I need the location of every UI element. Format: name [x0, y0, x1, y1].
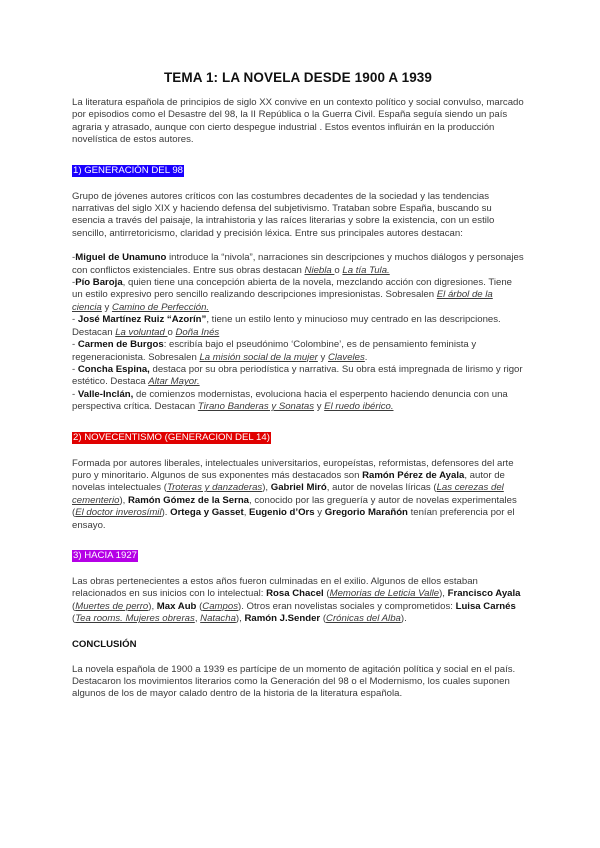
author-name: Ortega y Gasset	[170, 507, 244, 519]
work-title: La voluntad	[115, 326, 168, 338]
author-entry: - José Martínez Ruiz “Azorín”, tiene un estilo lento y minucioso muy centrado en las descripciones. Destacan La voluntad o Doña Inés	[72, 314, 501, 338]
work-title: Natacha	[200, 613, 236, 625]
work-title: Tirano Banderas y Sonatas	[197, 401, 315, 413]
work-title: Muertes de perro	[75, 600, 149, 612]
author-name: Miguel de Unamuno	[75, 252, 167, 264]
author-name: Ramón J.Sender	[244, 613, 321, 625]
author-name: Eugenio d’Ors	[249, 507, 315, 519]
section-heading-novecentismo: 2) NOVECENTISMO (GENERACION DEL 14)	[73, 431, 270, 443]
author-name: Gregorio Marañón	[324, 507, 408, 519]
author-name: Francisco Ayala	[447, 588, 521, 600]
author-entry: -Miguel de Unamuno introduce la “nivola”, narraciones sin descripciones y muchos diálogos y personajes con conflictos existenciales. Entre sus obras destacan Niebla o La tía Tula.	[72, 252, 524, 276]
work-title: Campos	[202, 600, 239, 612]
work-title: Troteras y danzaderas	[166, 482, 263, 494]
work-title: Las cerezas del cementerio	[72, 482, 504, 506]
work-title: Memorias de Leticia Valle	[329, 588, 440, 600]
work-title: La tía Tula.	[342, 264, 390, 276]
work-title: Niebla	[304, 264, 335, 276]
document-page	[72, 70, 524, 701]
author-name: Valle-Inclán,	[77, 388, 134, 400]
section-heading-conclusion: CONCLUSIÓN	[72, 638, 137, 650]
author-name: Ramón Gómez de la Serna	[128, 494, 250, 506]
intro-paragraph: La literatura española de principios de siglo XX convive en un contexto político y social convulso, marcado por episodios como el Desastre del 98, la II República o la Guerra Civil. España seguía siendo un país agraria y atrasado, aunque con cierto despegue industrial . Estos eventos influirán en la producción novelística de estos autores.	[72, 97, 524, 146]
work-title: Altar Mayor.	[148, 376, 200, 388]
work-title: Claveles	[328, 351, 365, 363]
work-title: El ruedo ibérico.	[324, 401, 394, 413]
author-entry: - Concha Espina, destaca por su obra periodística y narrativa. Su obra está impregnada de lirismo y rigor estético. Destaca Altar Mayor.	[72, 363, 523, 388]
author-entry: - Carmen de Burgos: escribía bajo el pseudónimo ‘Colombine’, es de pensamiento feminista y regeneracionista. Sobresalen La misión social de la mujer y Claveles.	[72, 339, 477, 363]
author-entry: - Valle-Inclán, de comienzos modernistas, evoluciona hacia el esperpento haciendo denuncia con una perspectiva crítica. Destacan Tirano Banderas y Sonatas y El ruedo ibérico.	[72, 388, 508, 413]
section-heading-hacia-1927: 3) HACIA 1927	[73, 549, 137, 561]
author-name: Gabriel Miró	[270, 482, 327, 494]
author-name: Pío Baroja	[75, 277, 123, 289]
work-title: Camino de Perfección.	[112, 301, 210, 313]
author-name: Ramón Pérez de Ayala	[362, 469, 465, 481]
author-name: Luisa Carnés	[455, 600, 516, 612]
section-heading-gen98: 1) GENERACIÓN DEL 98	[73, 164, 184, 176]
gen98-intro-paragraph: Grupo de jóvenes autores críticos con las costumbres decadentes de la sociedad y las tendencias narrativas del siglo XIX y haciendo defensa del subjetivismo. Trataban sobre España, buscando su esencia a través del paisaje, la intrahistoria y las raíces literarias y sobre la existencia, con un estilo sencillo, antirretoricismo, claridad y precisión léxica. Entre sus principales autores destacan:	[72, 190, 495, 239]
author-name: Rosa Chacel	[266, 588, 324, 600]
work-title: El doctor inverosímil	[75, 507, 162, 519]
author-name: Carmen de Burgos	[77, 339, 164, 351]
gen98-author-list	[72, 252, 524, 413]
work-title: El árbol de la ciencia	[72, 289, 493, 313]
author-name: José Martínez Ruiz “Azorín”	[77, 314, 207, 326]
author-name: Max Aub	[156, 600, 197, 612]
novecentismo-paragraph: Formada por autores liberales, intelectuales universitarios, europeístas, reformistas, defensores del arte puro y minoritario. Algunos de sus exponentes más destacados son Ramón Pérez de Ayala, autor de novelas intelectuales (Troteras y danzaderas), Gabriel Miró, autor de novelas líricas (Las cerezas del cementerio), Ramón Gómez de la Serna, conocido por las greguería y autor de novelas experimentales (El doctor inverosímil). Ortega y Gasset, Eugenio d’Ors y Gregorio Marañón tenían preferencia por el ensayo.	[72, 457, 517, 531]
work-title: Tea rooms. Mujeres obreras	[75, 613, 195, 625]
author-entry: -Pío Baroja, quien tiene una concepción abierta de la novela, mezclando acción con digresiones. Tiene un estilo expresivo pero sencillo realizando descripciones impresionistas. Sobresalen El árbol de la ciencia y Camino de Perfección.	[72, 277, 512, 313]
conclusion-paragraph: La novela española de 1900 a 1939 es partícipe de un momento de agitación política y social en el país. Destacaron los movimientos literarios como la Generación del 98 o el Modernismo, los cuales suponen algunos de los de mayor calado dentro de la historia de la literatura española.	[72, 663, 516, 700]
work-title: Doña Inés	[175, 326, 220, 338]
author-name: Concha Espina,	[77, 363, 150, 375]
page-title: TEMA 1: LA NOVELA DESDE 1900 A 1939	[163, 70, 433, 85]
work-title: Crónicas del Alba	[326, 613, 401, 625]
hacia-1927-paragraph: Las obras pertenecientes a estos años fueron culminadas en el exilio. Algunos de ellos estaban relacionados en sus inicios con lo intelectual: Rosa Chacel (Memorias de Leticia Valle), Francisco Ayala (Muertes de perro), Max Aub (Campos). Otros eran novelistas sociales y comprometidos: Luisa Carnés (Tea rooms. Mujeres obreras, Natacha), Ramón J.Sender (Crónicas del Alba).	[72, 575, 521, 625]
work-title: La misión social de la mujer	[199, 351, 318, 363]
